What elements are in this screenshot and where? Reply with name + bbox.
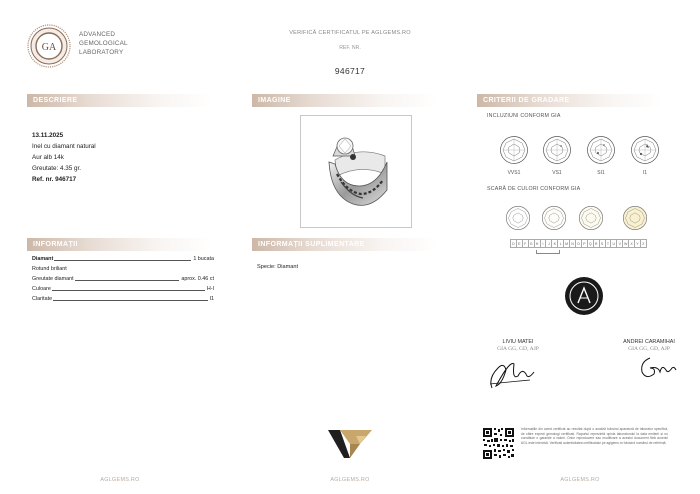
- leader-line: [53, 296, 207, 301]
- diamond-diagram-icon: [542, 135, 572, 165]
- ring-icon: [301, 116, 411, 227]
- ref-label: REF. NR.: [339, 45, 361, 51]
- inclusion-grade-label: VS1: [552, 170, 562, 176]
- description-metal: Aur alb 14k: [32, 154, 64, 161]
- black-seal-logo: [564, 276, 604, 316]
- diamond-diagram-icon: [630, 135, 660, 165]
- color-grade: E: [517, 240, 523, 247]
- ring-image: [300, 115, 412, 228]
- ref-value: 946717: [334, 66, 366, 76]
- color-grade: Y: [635, 240, 641, 247]
- info-row: [32, 296, 214, 302]
- info-key: Rotund briliant: [32, 266, 67, 272]
- leader-line: [54, 256, 191, 261]
- color-scale: [510, 239, 647, 248]
- color-grade: J: [546, 240, 552, 247]
- signatory-name: LIVIU MATEI: [502, 339, 534, 345]
- color-grade: O: [576, 240, 582, 247]
- info-key: Greutate diamant: [32, 276, 74, 282]
- color-scale-title: SCARĂ DE CULORI CONFORM GIA: [487, 186, 581, 192]
- section-bar-criterii: [477, 94, 662, 107]
- color-grade: I: [541, 240, 547, 247]
- color-grade: R: [594, 240, 600, 247]
- footer-link-center[interactable]: AGLGEMS.RO: [330, 477, 370, 483]
- description-block: [32, 130, 96, 185]
- lab-name-line: GEMOLOGICAL: [79, 40, 128, 47]
- verify-link[interactable]: VERIFICĂ CERTIFICATUL PE AGLGEMS.RO: [289, 30, 411, 36]
- color-grade: M: [565, 242, 569, 246]
- color-grade: U: [611, 240, 617, 247]
- info-value: H-I: [206, 286, 214, 292]
- section-bar-imagine: [252, 94, 437, 107]
- signatory-title: GIA GG, GD, AJP: [628, 346, 670, 352]
- color-grade: V: [617, 240, 623, 247]
- disclaimer-text: Informațiile din acest certificat au rezultat după o analiză folosind aparatură de laborator specifică, de către experți gemologi certificați. Raportul reprezintă opinia laboratorului la data emiterii și nu constituie o garanție a valorii. Orice reproducere sau modificare a acestui document fără acordul AGL este interzisă. Verificați autenticitatea certificatului pe aglgems.ro folosind numărul de referință.: [521, 427, 668, 445]
- color-grade: X: [629, 240, 635, 247]
- section-bar-informatii: [27, 238, 212, 251]
- lab-name-line: ADVANCED: [79, 31, 116, 38]
- section-title: DESCRIERE: [33, 96, 78, 104]
- leader-line: [52, 286, 205, 291]
- section-bar-descriere: [27, 94, 212, 107]
- inclusion-grade-label: VVS1: [507, 170, 521, 176]
- footer-link-left[interactable]: AGLGEMS.RO: [100, 477, 140, 483]
- lab-name-line: LABORATORY: [79, 49, 124, 56]
- signatory-title: GIA GG, GD, AJP: [497, 346, 539, 352]
- color-grade: P: [582, 240, 588, 247]
- diamond-color-icon: [622, 205, 648, 231]
- lab-seal-logo: [27, 24, 71, 68]
- info-value: aprox. 0.46 ct: [181, 276, 214, 282]
- info-value: 1 bucata: [193, 256, 214, 262]
- color-grade: Q: [588, 240, 594, 247]
- color-grade: K: [552, 240, 558, 247]
- inclusions-title: INCLUZIUNI CONFORM GIA: [487, 113, 561, 119]
- brand-logo: [326, 428, 374, 460]
- info-value: I1: [209, 296, 214, 302]
- description-item: Inel cu diamant natural: [32, 143, 96, 150]
- info-row: [32, 266, 67, 272]
- section-title: IMAGINE: [258, 96, 291, 104]
- diamond-color-icon: [578, 205, 604, 231]
- color-scale-marker: [536, 250, 560, 254]
- leader-line: [75, 276, 180, 281]
- color-grade: Z: [642, 242, 645, 246]
- color-grade: T: [606, 240, 612, 247]
- diamond-diagram-icon: [586, 135, 616, 165]
- inclusion-grade-label: I1: [642, 170, 648, 176]
- section-title: INFORMAȚII: [33, 240, 78, 248]
- description-date: 13.11.2025: [32, 132, 64, 139]
- diamond-color-icon: [505, 205, 531, 231]
- color-grade: D: [511, 240, 517, 247]
- info-key: Culoare: [32, 286, 51, 292]
- color-grade: N: [570, 240, 576, 247]
- section-title: CRITERII DE GRADARE: [483, 96, 570, 104]
- description-weight: Greutate: 4.35 gr.: [32, 165, 82, 172]
- info-row: [32, 256, 214, 262]
- signature-andrei-caramihai: [636, 352, 678, 384]
- diamond-diagram-icon: [499, 135, 529, 165]
- color-grade: S: [600, 240, 606, 247]
- color-grade: G: [529, 240, 535, 247]
- color-grade: F: [523, 240, 529, 247]
- description-ref: Ref. nr. 946717: [32, 176, 77, 183]
- section-title: INFORMAȚII SUPLIMENTARE: [258, 240, 365, 248]
- color-grade: W: [623, 242, 628, 246]
- color-grade: L: [558, 240, 564, 247]
- info-key: Claritate: [32, 296, 53, 302]
- section-bar-informatii-suplimentare: [252, 238, 437, 251]
- info-row: [32, 276, 214, 282]
- qr-code[interactable]: [482, 427, 515, 460]
- species-text: Specie: Diamant: [257, 264, 299, 270]
- inclusion-grade-label: SI1: [597, 170, 605, 176]
- signature-liviu-matei: [484, 354, 544, 394]
- diamond-color-icon: [541, 205, 567, 231]
- seal-letters: GA: [41, 42, 57, 53]
- footer-link-right[interactable]: AGLGEMS.RO: [560, 477, 600, 483]
- signatory-name: ANDREI CARAMIHAI: [623, 339, 675, 345]
- info-row: [32, 286, 214, 292]
- color-grade: H: [535, 240, 541, 247]
- info-key: Diamant: [32, 256, 54, 262]
- lab-name: [79, 30, 128, 57]
